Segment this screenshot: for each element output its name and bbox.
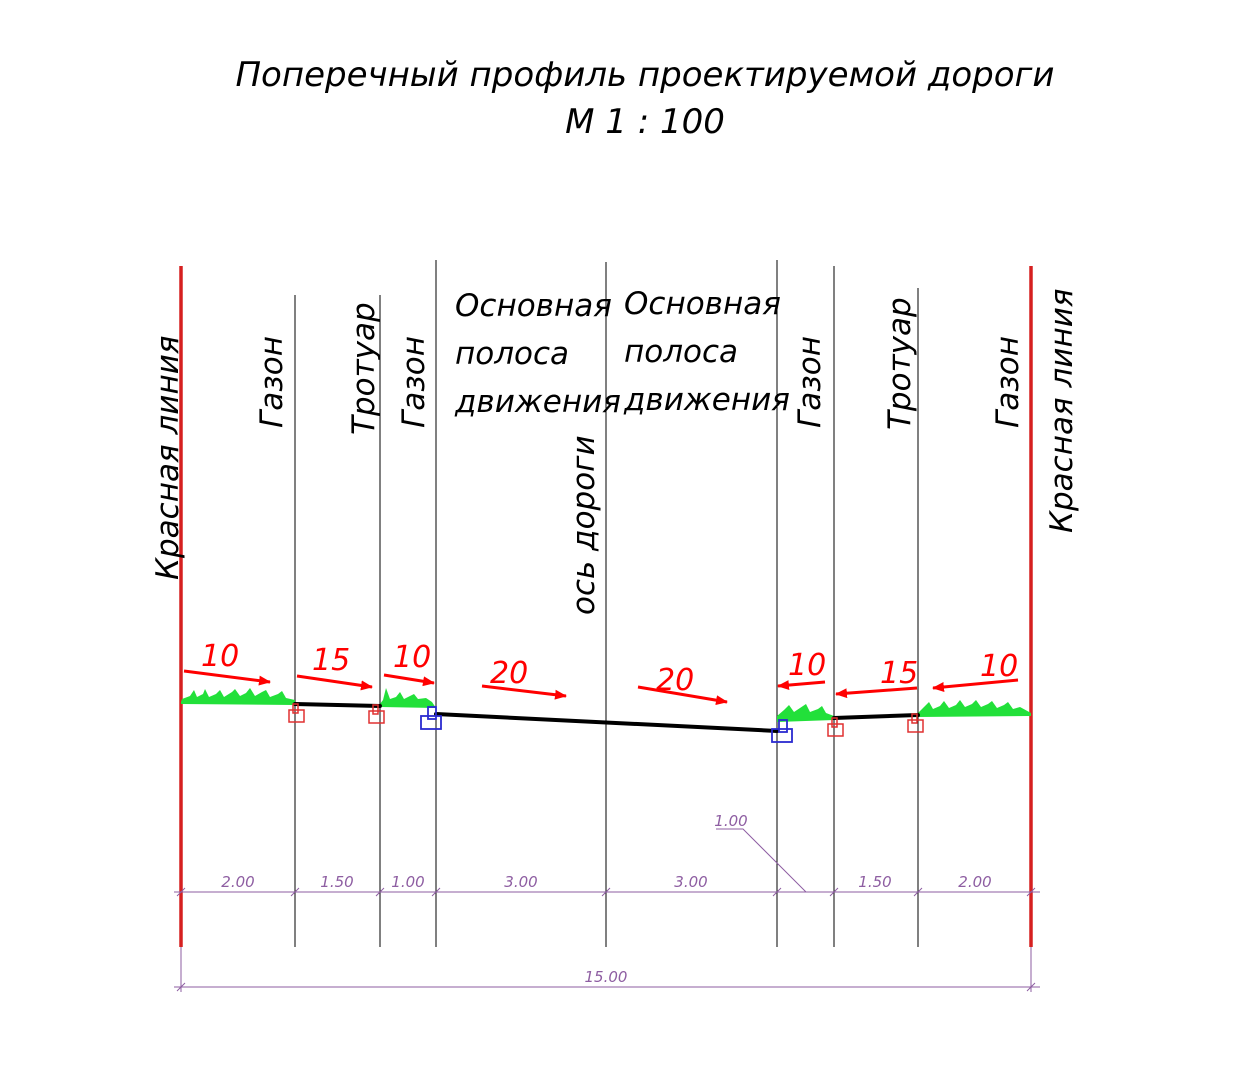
sidewalk-left-label: Тротуар [346,302,382,435]
dim-total-value: 15.00 [584,968,628,986]
lane-left-label [454,288,621,420]
lane-right-line-3: движения [624,382,790,418]
dim-value-7: 1.50 [858,873,892,891]
lane-right-line-2: полоса [624,334,739,370]
drawing-title: Поперечный профиль проектируемой дороги [235,55,1055,95]
dim-value-3: 1.00 [391,873,425,891]
curb-sidewalk-1 [289,704,304,722]
slope-value-4: 20 [490,656,529,691]
slope-value-5: 20 [656,663,695,698]
lawn-label-2: Газон [396,336,432,428]
lawn-label-4: Газон [990,336,1026,428]
slope-arrow-3 [384,675,434,683]
dim-value-2: 1.50 [320,873,354,891]
sidewalk-right-surface [834,715,918,718]
slope-value-1: 10 [201,639,240,674]
lane-right-line-1: Основная [624,286,781,322]
red-line-left-label: Красная линия [150,335,186,580]
sidewalk-left-surface [295,704,380,706]
drawing-scale: М 1 : 100 [565,102,725,142]
slope-value-8: 10 [980,649,1019,684]
lane-right-label [623,286,790,418]
red-line-right-label: Красная линия [1044,288,1080,533]
dim-value-1: 2.00 [221,873,255,891]
lawn-2-surface [380,688,436,708]
lane-left-line-2: полоса [455,336,570,372]
slope-value-6: 10 [788,648,827,683]
lawn-4-surface [918,700,1031,717]
dim-value-5: 3.00 [674,873,708,891]
lawn-label-3: Газон [792,336,828,428]
slope-value-7: 15 [880,656,919,691]
sidewalk-right-label: Тротуар [882,297,918,430]
slope-value-2: 15 [312,643,351,678]
dim-value-6: 1.00 [714,812,748,830]
lawn-label-1: Газон [254,336,290,428]
dim-value-4: 3.00 [504,873,538,891]
dim-value-8: 2.00 [958,873,992,891]
leader-line-lawn-3 [716,829,806,892]
lawn-1-surface [181,688,295,705]
curb-sidewalk-3 [828,718,843,736]
lane-left-line-1: Основная [455,288,612,324]
curb-road-left [421,707,441,729]
lane-left-line-3: движения [455,384,621,420]
road-axis-label: ось дороги [566,435,602,615]
slope-value-3: 10 [393,640,432,675]
